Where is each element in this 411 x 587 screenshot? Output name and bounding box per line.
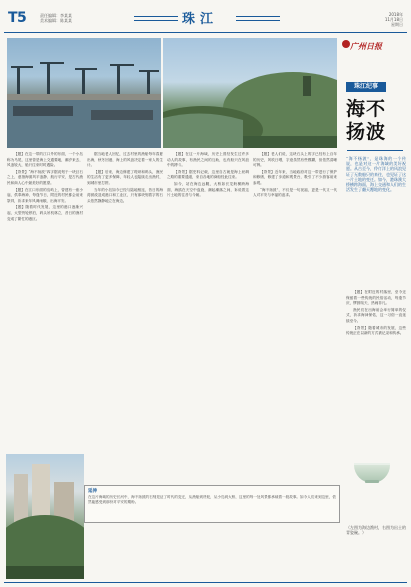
photo-village: [6, 454, 84, 579]
paragraph: 如今，站在海边远眺，大桥如长龙般横跨海面，海鸥在天空中盘旋，潮起潮落之间，诉说着这片土地的往昔与今朝。: [167, 181, 249, 198]
header-rule: [4, 32, 407, 33]
sidebar-box: [84, 485, 340, 523]
title-divider: [347, 150, 403, 151]
article-column-4: [253, 152, 337, 482]
article-column-2: [87, 152, 163, 482]
paragraph: 【题】后来，海边修建了堤坝和码头，渔民的生活有了更多保障，年轻人也陆续走出渔村，到城市里打拼。: [87, 169, 163, 185]
paragraph: 【背景】“海不扬波”四字据说刻于一块巨石之上，意指海面风平浪静、航行平安，是古代渔民和商人心中最美好的愿望。: [7, 169, 83, 185]
paragraph: 【题】随着时代发展，这里的港口逐渐兴起，大型货轮停泊，码头吊机林立，昔日的渔村变成了繁忙的港区。: [7, 205, 83, 221]
photo-caption: （左图为海边渔村，右图为出土的青瓷碗。）: [346, 525, 406, 535]
paragraph: “海不扬波”，不仅是一句祝福，更是一代又一代人对平安与幸福的追求。: [253, 187, 337, 198]
paragraph: 【题】老人们说，这块石头上的字已经有上百年的历史，风吹日晒，字迹虽然有些模糊，但依然清晰可辨。: [253, 152, 337, 168]
footer-rule: [4, 582, 407, 583]
paragraph: 【背景】近年来，当地政府对这一带进行了保护和修缮，修建了步道和观景台，吸引了不少游客前来参观。: [253, 169, 337, 185]
section-ornament-right: [236, 16, 280, 21]
photo-celadon-bowl: [350, 457, 394, 483]
photo-port: [7, 38, 161, 148]
paragraph: 【背景】随着城市的发展，这些传统正在以新的方式被记录和传承。: [346, 325, 406, 336]
sidebar-text: 在这片海域的历史长河中，海不扬波的石刻见证了时代的变迁，从渔船到货轮，从小岛到大桥，这里的每一处风景都承载着一段故事。如今人们来到这里，依然能感受到那份对平安的期盼。: [88, 495, 336, 505]
paragraph: 【题】在这一片海域，历史上曾经发生过许多动人的故事，有渔民之间的互助，也有船只在风浪中的搏斗。: [167, 152, 249, 168]
feature-intro: “海不扬波”，是珠海的一个传说，也是对这一片海域的美好祝愿。从古至今，伶仃洋上的风浪见证了无数船只的来往，也见证了这一片土地的变迁。如今，港珠澳大桥横跨海面，海上交通和人们的生活发生了翻天覆地的变化。: [346, 156, 406, 193]
paragraph: 据当地老人回忆，过去村里的渔船每年春夏出海，秋冬回港，海上的风浪决定着一家人的生计。: [87, 152, 163, 168]
bowl-foot: [365, 480, 379, 483]
feature-headline: 海不扬波: [346, 98, 387, 143]
article-column-1: [7, 152, 83, 452]
paragraph: 渔民们在出海前会举行简单的仪式，祈求海神保佑，这一习俗一直延续至今。: [346, 307, 406, 323]
paragraph: 【背景】据史料记载，这里自古就是海上丝绸之路的重要通道，来自各地的商船经此往来。: [167, 169, 249, 180]
newspaper-logo-icon: [342, 40, 350, 48]
paragraph: 【题】在江口东面的岛屿上，曾建有一座小庙，供奉海神，每逢节日，附近的村民都会前来祭拜，祈求来年风调雨顺，出海平安。: [7, 187, 83, 203]
paragraph: 【题】在这一带的江口外的东面，一个小岛称为马尾，这里曾是海上交通要地，潮汐来去，风浪较大，船只往来时时遇险。: [7, 152, 83, 168]
header-editor-meta: 责任编辑：李某某 美术编辑：陈某某: [40, 13, 72, 23]
column-tag: 珠江纪事: [346, 82, 386, 92]
header-date: 2018年 11月18日 星期日: [384, 12, 403, 27]
paragraph: 【题】在附近的村落里，至今还保留着一些传统的民俗活动，每逢节庆，锣鼓喧天，热闹非凡。: [346, 290, 406, 306]
section-ornament-left: [134, 16, 178, 21]
page-header: [4, 4, 407, 32]
sidebar-tag: 延伸: [88, 489, 97, 494]
article-column-5: [346, 290, 406, 452]
page-number: T5: [8, 10, 27, 26]
section-title: 珠江: [182, 12, 219, 27]
article-column-3: [167, 152, 249, 482]
photo-coast: [163, 38, 337, 148]
paragraph: 当年的小岛如今已经与陆地相连，昔日的海湾被改造成港口和工业区，只有那块刻着字的石头依然静静地立在海边。: [87, 187, 163, 203]
newspaper-logo: 广州日报: [350, 41, 382, 51]
